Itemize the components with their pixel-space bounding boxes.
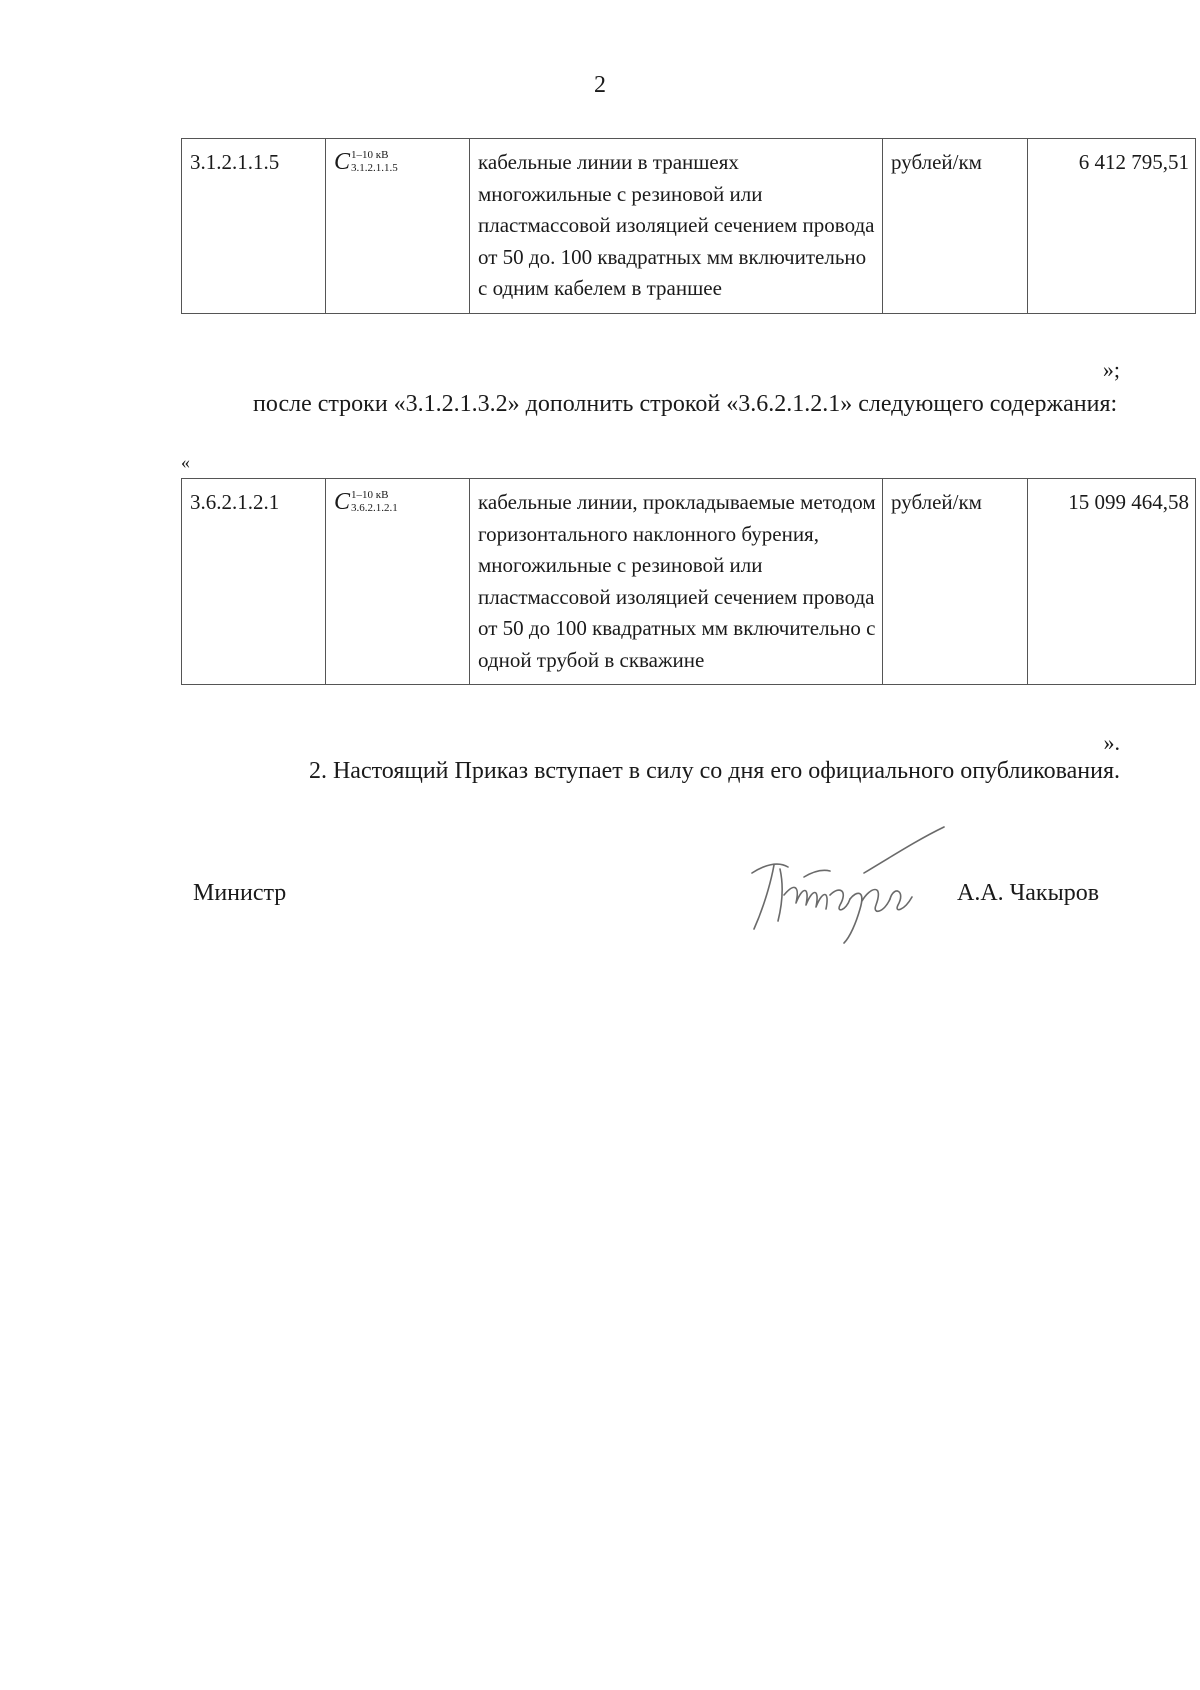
rate-symbol: [326, 479, 470, 685]
signatory-name: А.А. Чакыров: [957, 880, 1100, 906]
row-value: 6 412 795,51: [1028, 139, 1196, 314]
table-row: [182, 139, 1196, 314]
table-row: [182, 479, 1196, 685]
symbol-subscript: 3.1.2.1.1.5: [351, 162, 398, 174]
page-number: 2: [594, 72, 606, 98]
amendment-instruction: после строки «3.1.2.1.3.2» дополнить строкой «3.6.2.1.2.1» следующего содержания:: [253, 391, 1118, 417]
row-number: 3.1.2.1.1.5: [182, 139, 326, 314]
symbol-subscript: 3.6.2.1.2.1: [351, 502, 398, 514]
rate-table-1: [181, 138, 1196, 314]
symbol-superscript: 1–10 кВ: [351, 149, 389, 161]
handwritten-signature: [744, 825, 964, 945]
closing-quote: ».: [1103, 730, 1120, 755]
row-value: 15 099 464,58: [1028, 479, 1196, 685]
row-description: кабельные линии, прокладываемые методом горизонтального наклонного бурения, многожильные с резиновой или пластмассовой изоляцией сечением провода от 50 до 100 квадратных мм включительно с одной трубой в скважине: [470, 479, 883, 685]
closing-quote: »;: [1102, 357, 1120, 382]
row-number: 3.6.2.1.2.1: [182, 479, 326, 685]
symbol-superscript: 1–10 кВ: [351, 489, 389, 501]
row-unit: рублей/км: [883, 139, 1028, 314]
signatory-title: Министр: [193, 880, 287, 906]
rate-table-2: [181, 478, 1196, 685]
rate-symbol: [326, 139, 470, 314]
symbol-base: C: [334, 489, 351, 515]
effective-date-paragraph: 2. Настоящий Приказ вступает в силу со дня его официального опубликования.: [308, 758, 1120, 784]
row-unit: рублей/км: [883, 479, 1028, 685]
symbol-base: C: [334, 149, 351, 175]
row-description: кабельные линии в траншеях многожильные с резиновой или пластмассовой изоляцией сечением провода от 50 до. 100 квадратных мм включительно с одним кабелем в траншее: [470, 139, 883, 314]
opening-quote: «: [181, 452, 190, 472]
